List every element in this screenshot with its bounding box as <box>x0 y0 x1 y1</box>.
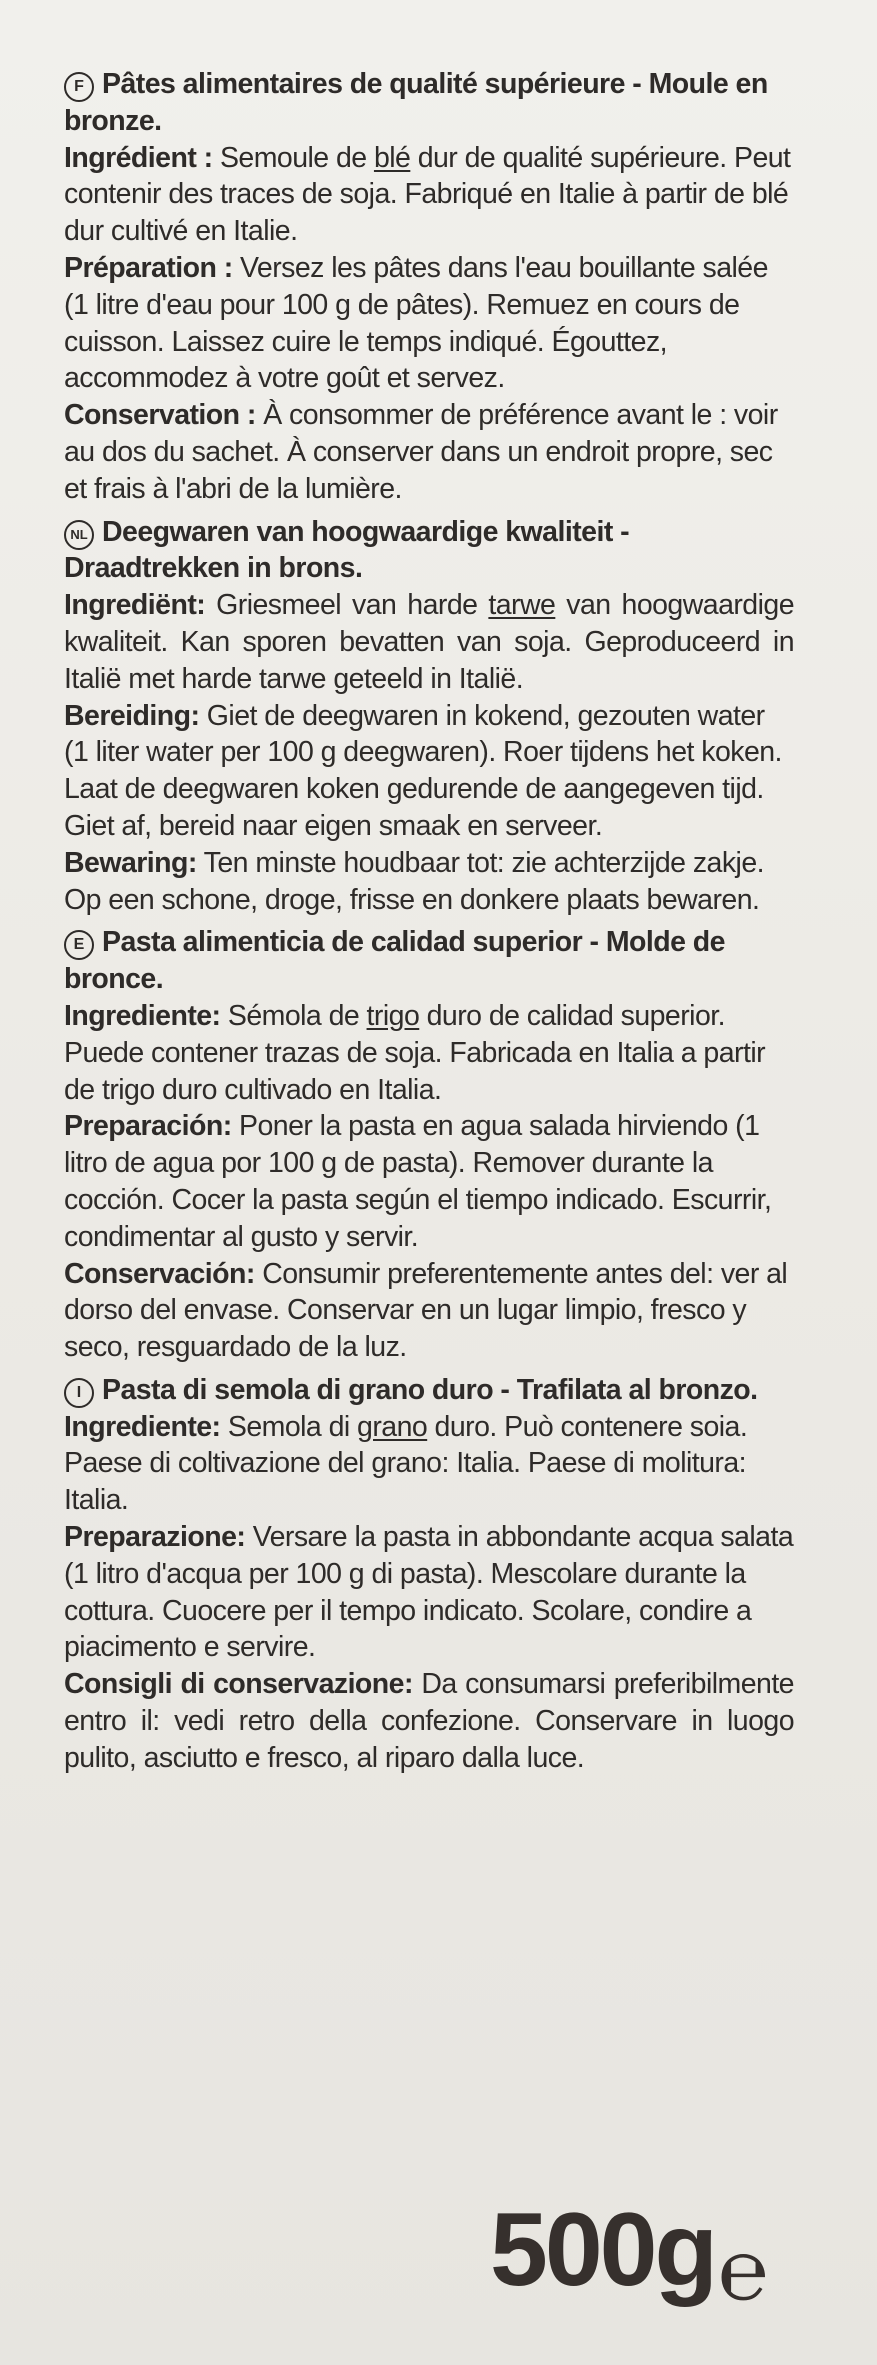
storage-text-fr: À consommer de préférence avant le : voir au dos du sachet. À conserver dans un endroit propre, sec et frais à l'abri de la lumière. <box>64 399 778 505</box>
allergen-it: grano <box>357 1410 428 1443</box>
allergen-es: trigo <box>366 999 420 1032</box>
preparation-fr <box>64 250 794 397</box>
storage-text-it: Da consumarsi preferibilmente entro il: vedi retro della confezione. Conservare in luogo pulito, asciutto e fresco, al riparo dalla luce. <box>64 1668 794 1774</box>
storage-it <box>64 1666 794 1776</box>
preparation-label-nl: Bereiding: <box>64 699 200 732</box>
ingredients-text-fr-1: Semoule de <box>219 141 374 174</box>
language-badge-fr: F <box>64 72 94 102</box>
preparation-label-es: Preparación: <box>64 1110 232 1143</box>
section-fr <box>64 66 794 508</box>
ingredients-text-nl-2: van hoogwaardige kwaliteit. Kan sporen bevatten van soja. Geproduceerd in Italië met harde tarwe geteeld in Italië. <box>64 589 794 695</box>
storage-fr <box>64 397 794 507</box>
ingredients-label-es: Ingrediente: <box>64 999 221 1032</box>
title-es: Pasta alimenticia de calidad superior - Molde de bronce. <box>64 926 725 996</box>
ingredients-es <box>64 998 794 1108</box>
storage-label-it: Consigli di conservazione: <box>64 1668 413 1701</box>
label-text <box>64 66 794 1783</box>
ingredients-it <box>64 1409 794 1519</box>
ingredients-label-it: Ingrediente: <box>64 1410 221 1443</box>
storage-nl <box>64 845 794 919</box>
storage-text-nl: Ten minste houdbaar tot: zie achterzijde zakje. Op een schone, droge, frisse en donkere plaats bewaren. <box>64 846 764 916</box>
section-it-title <box>64 1372 794 1409</box>
ingredients-text-fr-2: dur de qualité supérieure. Peut contenir des traces de soja. Fabriqué en Italie à partir de blé dur cultivé en Italie. <box>64 141 791 248</box>
estimated-sign-icon: ℮ <box>718 2223 769 2317</box>
storage-label-fr: Conservation : <box>64 399 256 432</box>
section-fr-title <box>64 66 794 140</box>
ingredients-label-fr: Ingrédient : <box>64 141 213 174</box>
title-fr: Pâtes alimentaires de qualité supérieure - Moule en bronze. <box>64 68 768 137</box>
storage-label-es: Conservación: <box>64 1257 255 1290</box>
ingredients-text-it-2: duro. Può contenere soia. Paese di coltivazione del grano: Italia. Paese di molitura: Italia. <box>64 1410 748 1517</box>
section-nl-title <box>64 514 794 588</box>
section-it <box>64 1372 794 1777</box>
ingredients-nl <box>64 587 794 697</box>
preparation-es <box>64 1108 794 1255</box>
ingredients-text-it-1: Semola di <box>220 1410 358 1443</box>
preparation-text-es: Poner la pasta en agua salada hirviendo (1 litro de agua por 100 g de pasta). Remover durante la cocción. Cocer la pasta según el tiempo indicado. Escurrir, condimentar al gusto y servir. <box>64 1110 772 1253</box>
allergen-nl: tarwe <box>488 589 556 622</box>
section-es <box>64 924 794 1366</box>
title-nl: Deegwaren van hoogwaardige kwaliteit - Draadtrekken in brons. <box>64 515 630 585</box>
preparation-it <box>64 1519 794 1666</box>
preparation-text-fr: Versez les pâtes dans l'eau bouillante salée (1 litre d'eau pour 100 g de pâtes). Remuez en cours de cuisson. Laissez cuire le temps indiqué. Égouttez, accommodez à votre goût et servez. <box>64 251 768 395</box>
allergen-fr: blé <box>373 141 411 174</box>
preparation-label-it: Preparazione: <box>64 1521 246 1554</box>
preparation-nl <box>64 698 794 845</box>
storage-es <box>64 1256 794 1366</box>
preparation-text-nl: Giet de deegwaren in kokend, gezouten water (1 liter water per 100 g deegwaren). Roer tijdens het koken. Laat de deegwaren koken gedurende de aangegeven tijd. Giet af, bereid naar eigen smaak en serveer. <box>64 699 782 842</box>
ingredients-text-es-2: duro de calidad superior. Puede contener trazas de soja. Fabricada en Italia a partir de trigo duro cultivado en Italia. <box>64 999 766 1106</box>
ingredients-text-es-1: Sémola de <box>220 999 367 1032</box>
language-badge-nl: NL <box>64 520 94 550</box>
language-badge-it: I <box>64 1378 94 1408</box>
storage-label-nl: Bewaring: <box>64 846 197 879</box>
ingredients-text-nl-1: Griesmeel van harde <box>205 589 489 622</box>
section-nl <box>64 514 794 919</box>
language-badge-es: E <box>64 930 94 960</box>
preparation-label-fr: Préparation : <box>64 251 233 284</box>
section-es-title <box>64 924 794 998</box>
ingredients-fr <box>64 140 794 250</box>
ingredients-label-nl: Ingrediënt: <box>64 589 206 622</box>
net-weight: 500g <box>490 2192 716 2308</box>
preparation-text-it: Versare la pasta in abbondante acqua salata (1 litro d'acqua per 100 g di pasta). Mescolare durante la cottura. Cuocere per il tempo indicato. Scolare, condire a piacimento e servire. <box>64 1521 794 1664</box>
title-it: Pasta di semola di grano duro - Trafilata al bronzo. <box>102 1373 758 1406</box>
storage-text-es: Consumir preferentemente antes del: ver al dorso del envase. Conservar en un lugar limpio, fresco y seco, resguardado de la luz. <box>64 1257 788 1364</box>
